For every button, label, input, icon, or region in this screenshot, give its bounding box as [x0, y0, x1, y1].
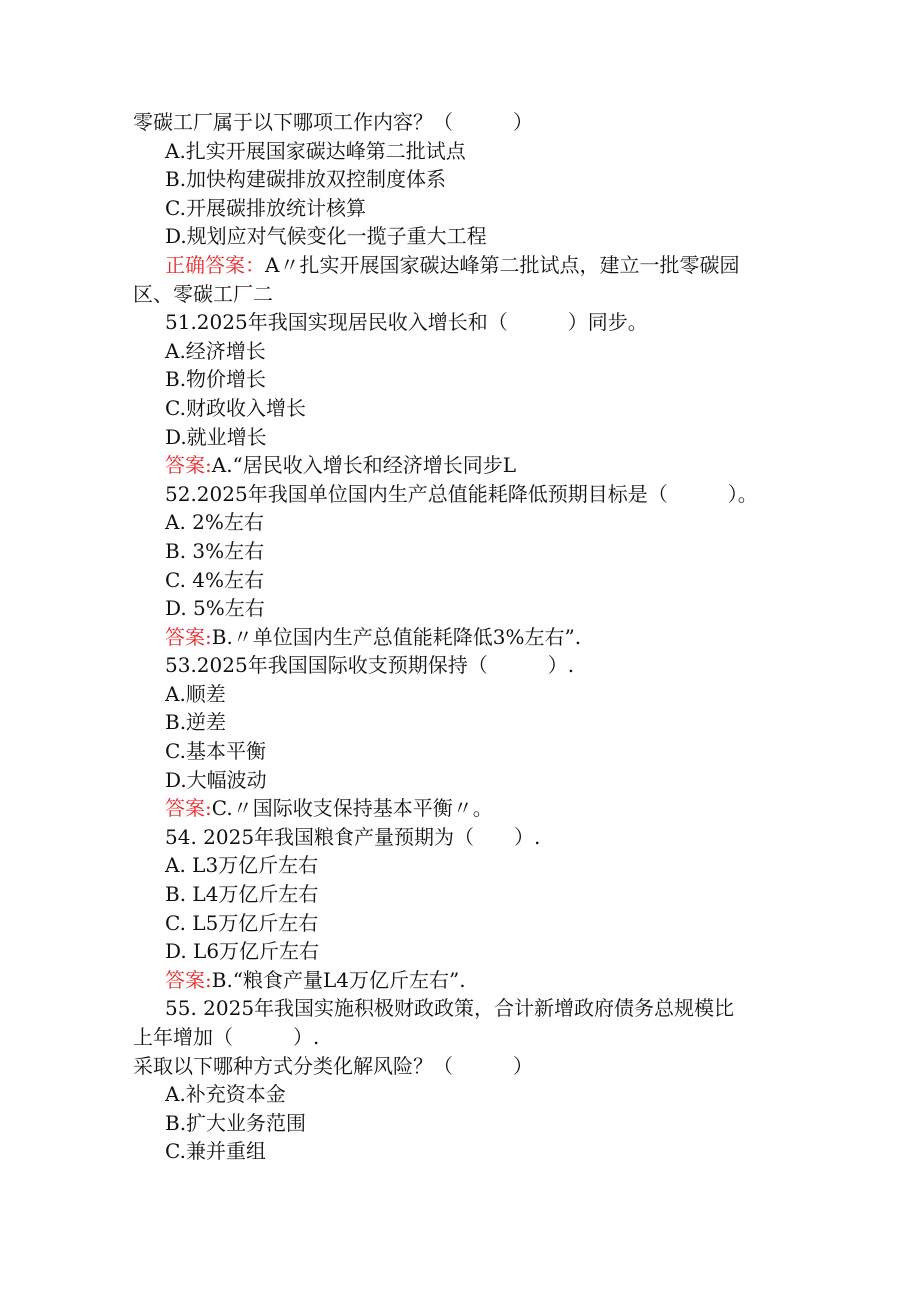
answer-text: A〃扎实开展国家碳达峰第二批试点，建立一批零碳园 [265, 252, 740, 277]
question-52: 52.2025年我国单位国内生产总值能耗降低预期目标是（ ）。 [165, 481, 758, 506]
option-a: A.补充资本金 [165, 1082, 286, 1107]
question-55-continuation: 上年增加（ ）. [133, 1025, 320, 1049]
answer-line [0, 966, 920, 995]
option-a: A. L3万亿斤左右 [165, 853, 319, 878]
option-d: D.大幅波动 [165, 767, 267, 792]
answer-text: C.〃国际收支保持基本平衡〃。 [211, 796, 493, 821]
option-a: A. 2%左右 [165, 510, 264, 535]
document-body [0, 108, 920, 1166]
option-b: B.扩大业务范围 [165, 1110, 307, 1135]
answer-label: 答案: [165, 796, 212, 821]
option-d: D. 5%左右 [165, 596, 265, 621]
option-b: B. 3%左右 [165, 538, 265, 563]
question-stem: 采取以下哪种方式分类化解风险？（ ） [133, 1053, 533, 1078]
answer-line [0, 251, 920, 280]
answer-text: B.〃单位国内生产总值能耗降低3%左右”. [211, 624, 582, 649]
option-c: C.基本平衡 [165, 739, 266, 764]
answer-label: 答案: [165, 453, 212, 478]
answer-text: A.“居民收入增长和经济增长同步L [211, 453, 517, 478]
answer-label: 答案: [165, 624, 212, 649]
option-b: B.加快构建碳排放双控制度体系 [165, 167, 447, 192]
answer-line [0, 794, 920, 823]
option-c: C.兼并重组 [165, 1139, 266, 1164]
option-c: C. 4%左右 [165, 567, 265, 592]
option-b: B. L4万亿斤左右 [165, 882, 319, 907]
option-b: B.逆差 [165, 710, 227, 735]
answer-text: B.“粮食产量L4万亿斤左右”. [211, 967, 466, 992]
question-stem: 零碳工厂属于以下哪项工作内容？（ ） [133, 110, 533, 134]
option-d: D. L6万亿斤左右 [165, 939, 320, 964]
question-51: 51.2025年我国实现居民收入增长和（ ）同步。 [165, 310, 648, 335]
option-a: A.扎实开展国家碳达峰第二批试点 [165, 138, 466, 163]
answer-line [0, 451, 920, 480]
option-c: C. L5万亿斤左右 [165, 910, 319, 935]
answer-label: 答案: [165, 967, 212, 992]
answer-continuation: 区、零碳工厂二 [133, 281, 273, 306]
option-c: C.开展碳排放统计核算 [165, 195, 366, 220]
option-b: B.物价增长 [165, 367, 267, 392]
option-c: C.财政收入增长 [165, 395, 306, 420]
answer-label: 正确答案： [165, 252, 265, 277]
option-a: A.经济增长 [165, 338, 266, 363]
question-55: 55. 2025年我国实施积极财政政策，合计新增政府债务总规模比 [165, 996, 735, 1021]
answer-line [0, 623, 920, 652]
option-d: D.规划应对气候变化一揽子重大工程 [165, 224, 487, 249]
question-53: 53.2025年我国国际收支预期保持（ ）. [165, 653, 575, 678]
option-a: A.顺差 [165, 681, 226, 706]
question-54: 54. 2025年我国粮食产量预期为（ ）. [165, 824, 541, 849]
option-d: D.就业增长 [165, 424, 267, 449]
